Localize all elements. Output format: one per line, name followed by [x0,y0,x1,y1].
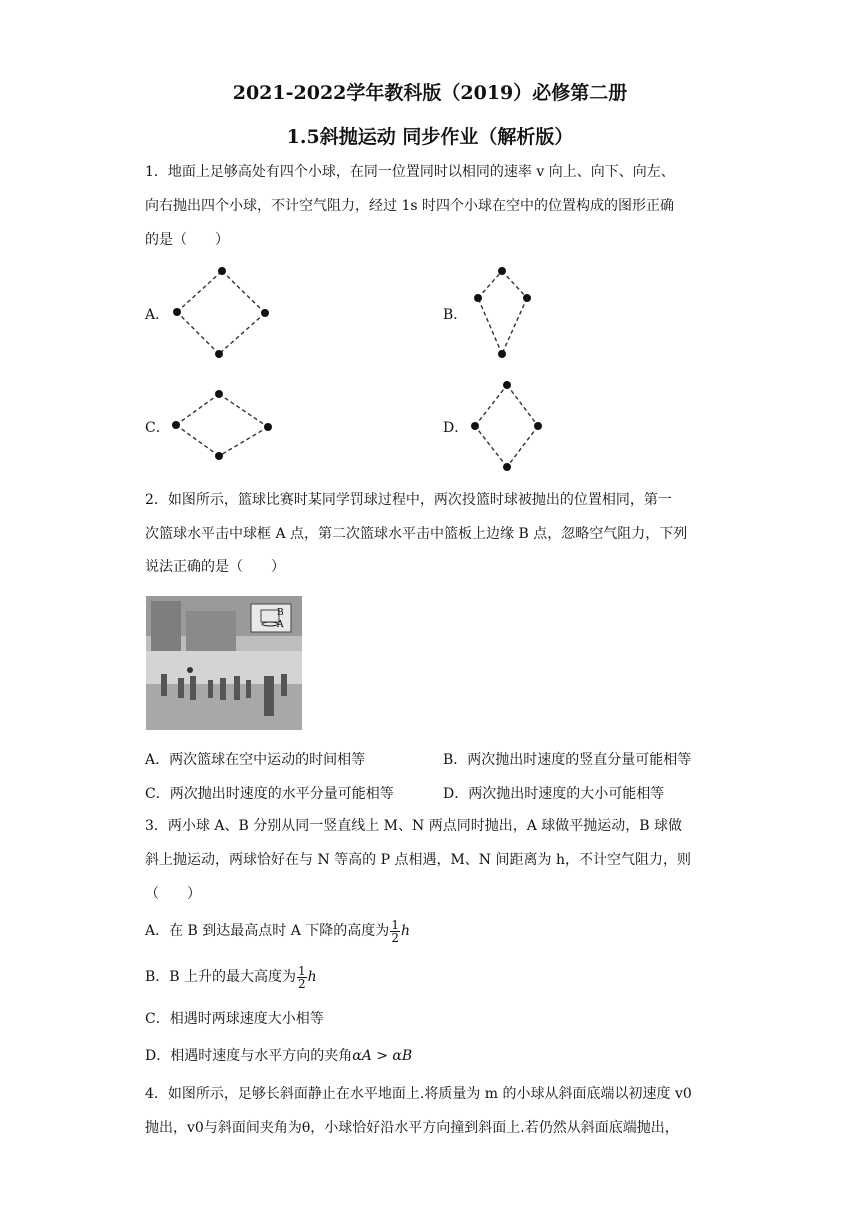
photo-label-a: A [277,620,284,630]
q2-option-c: C．两次抛出时速度的水平分量可能相等 [145,786,394,802]
angle-comparison: αA > αB [352,1048,413,1064]
q3-option-a-text: A．在 B 到达最高点时 A 下降的高度为 [145,923,390,939]
fraction-denominator: 2 [298,976,306,991]
fraction-numerator: 1 [391,917,399,932]
q1-option-b-label: B． [443,307,468,323]
q3-option-a [145,916,410,946]
q1-option-d-label: D． [443,420,469,436]
q2-line-2: 次篮球水平击中球框 A 点，第二次篮球水平击中篮板上边缘 B 点，忽略空气阻力，下列 [145,526,688,542]
q2-option-b: B．两次抛出时速度的竖直分量可能相等 [443,752,692,768]
q4-line-2: 抛出，v0与斜面间夹角为θ，小球恰好沿水平方向撞到斜面上.若仍然从斜面底端抛出， [145,1120,679,1136]
q3-option-d-text: D．相遇时速度与水平方向的夹角 [145,1048,353,1064]
q1-option-c-label: C． [145,420,170,436]
photo-label-b: B [277,608,284,618]
q1-figure-b [465,262,540,362]
q3-option-b [145,962,317,992]
q3-option-d [145,1045,412,1065]
q2-option-d: D．两次抛出时速度的大小可能相等 [443,786,665,802]
fraction [297,965,307,990]
q1-line-3: 的是（ ） [145,232,229,248]
q1-figure-d [465,376,545,474]
q3-line-3: （ ） [145,886,201,902]
document-subtitle: 1.5斜抛运动 同步作业（解析版） [286,126,574,148]
basketball-photo [146,596,302,730]
q1-option-a-label: A． [145,307,170,323]
q3-option-c: C．相遇时两球速度大小相等 [145,1011,324,1027]
q1-figure-a [168,262,278,362]
document-title: 2021-2022学年教科版（2019）必修第二册 [232,82,628,104]
fraction-denominator: 2 [391,930,399,945]
q4-line-1: 4．如图所示，足够长斜面静止在水平地面上.将质量为 m 的小球从斜面底端以初速度 v0 [145,1086,692,1102]
q2-line-1: 2．如图所示，篮球比赛时某同学罚球过程中，两次投篮时球被抛出的位置相同，第一 [145,492,672,508]
variable-h: h [307,969,317,985]
q1-line-2: 向右抛出四个小球，不计空气阻力，经过 1s 时四个小球在空中的位置构成的图形正确 [145,198,674,214]
q1-figure-c [168,386,278,464]
q2-line-3: 说法正确的是（ ） [145,559,285,575]
q3-line-2: 斜上抛运动，两球恰好在与 N 等高的 P 点相遇，M、N 间距离为 h，不计空气阻力，则 [145,852,691,868]
fraction [390,919,400,944]
q1-line-1: 1．地面上足够高处有四个小球，在同一位置同时以相同的速率 v 向上、向下、向左、 [145,164,675,180]
fraction-numerator: 1 [298,963,306,978]
variable-h: h [400,923,410,939]
q3-line-1: 3．两小球 A、B 分别从同一竖直线上 M、N 两点同时抛出，A 球做平抛运动，B 球做 [145,818,682,834]
q3-option-b-text: B．B 上升的最大高度为 [145,969,297,985]
q2-option-a: A．两次篮球在空中运动的时间相等 [145,752,366,768]
